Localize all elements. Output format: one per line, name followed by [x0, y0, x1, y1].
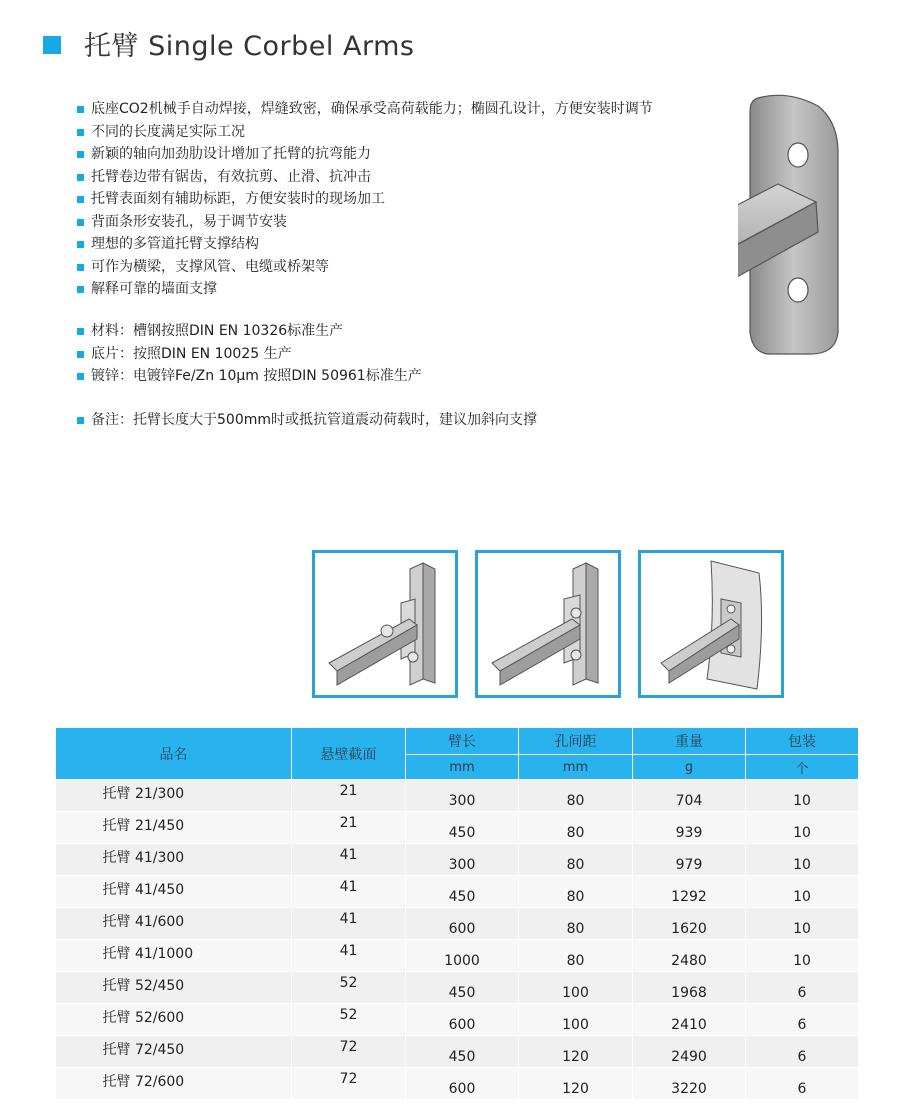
- cell-name: 托臂 21/450: [56, 812, 292, 844]
- cell-section: 21: [292, 780, 406, 812]
- feature-list: [76, 98, 716, 301]
- corbel-arm-image: [738, 92, 850, 392]
- cell-name: 托臂 72/600: [56, 1068, 292, 1100]
- cell-hole: 80: [519, 780, 633, 812]
- table-header-row: [56, 728, 859, 755]
- cell-name: 托臂 21/300: [56, 780, 292, 812]
- col-header-pack: 包装: [746, 728, 859, 755]
- cell-length: 300: [406, 780, 519, 812]
- install-example-channel-2: [475, 550, 621, 698]
- cell-length: 300: [406, 844, 519, 876]
- cell-pack: 10: [746, 780, 859, 812]
- cell-name: 托臂 72/450: [56, 1036, 292, 1068]
- cell-section: 52: [292, 1004, 406, 1036]
- table-row: [56, 876, 859, 908]
- cell-section: 41: [292, 908, 406, 940]
- feature-item: 背面条形安装孔，易于调节安装: [76, 211, 716, 234]
- table-row: [56, 1004, 859, 1036]
- feature-item: 托臂卷边带有锯齿，有效抗剪、止滑、抗冲击: [76, 166, 716, 189]
- cell-name: 托臂 41/1000: [56, 940, 292, 972]
- spec-item: 材料：槽钢按照DIN EN 10326标准生产: [76, 320, 716, 343]
- spec-list: [76, 320, 716, 388]
- cell-name: 托臂 41/600: [56, 908, 292, 940]
- bracket-on-wall-image: [641, 553, 781, 695]
- cell-length: 450: [406, 972, 519, 1004]
- table-row: [56, 908, 859, 940]
- spec-item: 底片：按照DIN EN 10025 生产: [76, 343, 716, 366]
- cell-pack: 10: [746, 876, 859, 908]
- table-row: [56, 940, 859, 972]
- bracket-on-channel-image: [315, 553, 455, 695]
- cell-section: 72: [292, 1036, 406, 1068]
- cell-section: 21: [292, 812, 406, 844]
- cell-pack: 10: [746, 812, 859, 844]
- table-row: [56, 780, 859, 812]
- cell-length: 450: [406, 1036, 519, 1068]
- install-example-channel-1: [312, 550, 458, 698]
- cell-weight: 3220: [633, 1068, 746, 1100]
- feature-item: 新颖的轴向加劲肋设计增加了托臂的抗弯能力: [76, 143, 716, 166]
- cell-weight: 704: [633, 780, 746, 812]
- cell-weight: 2480: [633, 940, 746, 972]
- cell-hole: 100: [519, 1004, 633, 1036]
- col-header-section: 悬壁截面: [292, 728, 406, 780]
- cell-name: 托臂 52/450: [56, 972, 292, 1004]
- cell-hole: 120: [519, 1036, 633, 1068]
- cell-name: 托臂 41/450: [56, 876, 292, 908]
- note-item: 备注：托臂长度大于500mm时或抵抗管道震动荷载时，建议加斜向支撑: [76, 409, 716, 432]
- cell-pack: 10: [746, 844, 859, 876]
- title-marker-icon: [43, 36, 61, 54]
- table-row: [56, 1068, 859, 1100]
- unit-weight: g: [633, 755, 746, 780]
- cell-weight: 1292: [633, 876, 746, 908]
- cell-pack: 6: [746, 1036, 859, 1068]
- cell-pack: 10: [746, 908, 859, 940]
- cell-length: 450: [406, 812, 519, 844]
- install-example-wall: [638, 550, 784, 698]
- installation-examples: [312, 550, 864, 705]
- cell-section: 41: [292, 844, 406, 876]
- page-title: 托臂 Single Corbel Arms: [84, 31, 415, 62]
- bracket-on-channel-image: [478, 553, 618, 695]
- cell-name: 托臂 52/600: [56, 1004, 292, 1036]
- feature-item: 解释可靠的墙面支撑: [76, 278, 716, 301]
- cell-length: 600: [406, 1004, 519, 1036]
- col-header-hole: 孔间距: [519, 728, 633, 755]
- cell-pack: 6: [746, 1068, 859, 1100]
- feature-item: 底座CO2机械手自动焊接，焊缝致密，确保承受高荷载能力；椭圆孔设计，方便安装时调节: [76, 98, 716, 121]
- col-header-length: 臂长: [406, 728, 519, 755]
- cell-section: 72: [292, 1068, 406, 1100]
- cell-weight: 1968: [633, 972, 746, 1004]
- cell-hole: 80: [519, 940, 633, 972]
- spec-item: 镀锌：电镀锌Fe/Zn 10μm 按照DIN 50961标准生产: [76, 365, 716, 388]
- feature-item: 理想的多管道托臂支撑结构: [76, 233, 716, 256]
- cell-name: 托臂 41/300: [56, 844, 292, 876]
- unit-pack: 个: [746, 755, 859, 780]
- cell-length: 600: [406, 908, 519, 940]
- unit-length: mm: [406, 755, 519, 780]
- col-header-weight: 重量: [633, 728, 746, 755]
- cell-section: 41: [292, 876, 406, 908]
- cell-hole: 80: [519, 876, 633, 908]
- cell-section: 41: [292, 940, 406, 972]
- cell-pack: 6: [746, 1004, 859, 1036]
- cell-length: 450: [406, 876, 519, 908]
- cell-length: 1000: [406, 940, 519, 972]
- cell-hole: 120: [519, 1068, 633, 1100]
- cell-weight: 2490: [633, 1036, 746, 1068]
- col-header-name: 品名: [56, 728, 292, 780]
- feature-item: 不同的长度满足实际工况: [76, 121, 716, 144]
- cell-hole: 80: [519, 812, 633, 844]
- cell-weight: 1620: [633, 908, 746, 940]
- cell-weight: 939: [633, 812, 746, 844]
- cell-hole: 100: [519, 972, 633, 1004]
- cell-weight: 979: [633, 844, 746, 876]
- feature-item: 可作为横梁，支撑风管、电缆或桥架等: [76, 256, 716, 279]
- feature-item: 托臂表面刻有辅助标距，方便安装时的现场加工: [76, 188, 716, 211]
- table-row: [56, 812, 859, 844]
- cell-hole: 80: [519, 844, 633, 876]
- cell-hole: 80: [519, 908, 633, 940]
- table-row: [56, 972, 859, 1004]
- cell-weight: 2410: [633, 1004, 746, 1036]
- cell-section: 52: [292, 972, 406, 1004]
- cell-length: 600: [406, 1068, 519, 1100]
- cell-pack: 10: [746, 940, 859, 972]
- unit-hole: mm: [519, 755, 633, 780]
- spec-table: [55, 727, 859, 1100]
- table-row: [56, 844, 859, 876]
- cell-pack: 6: [746, 972, 859, 1004]
- table-row: [56, 1036, 859, 1068]
- note-list: [76, 409, 716, 432]
